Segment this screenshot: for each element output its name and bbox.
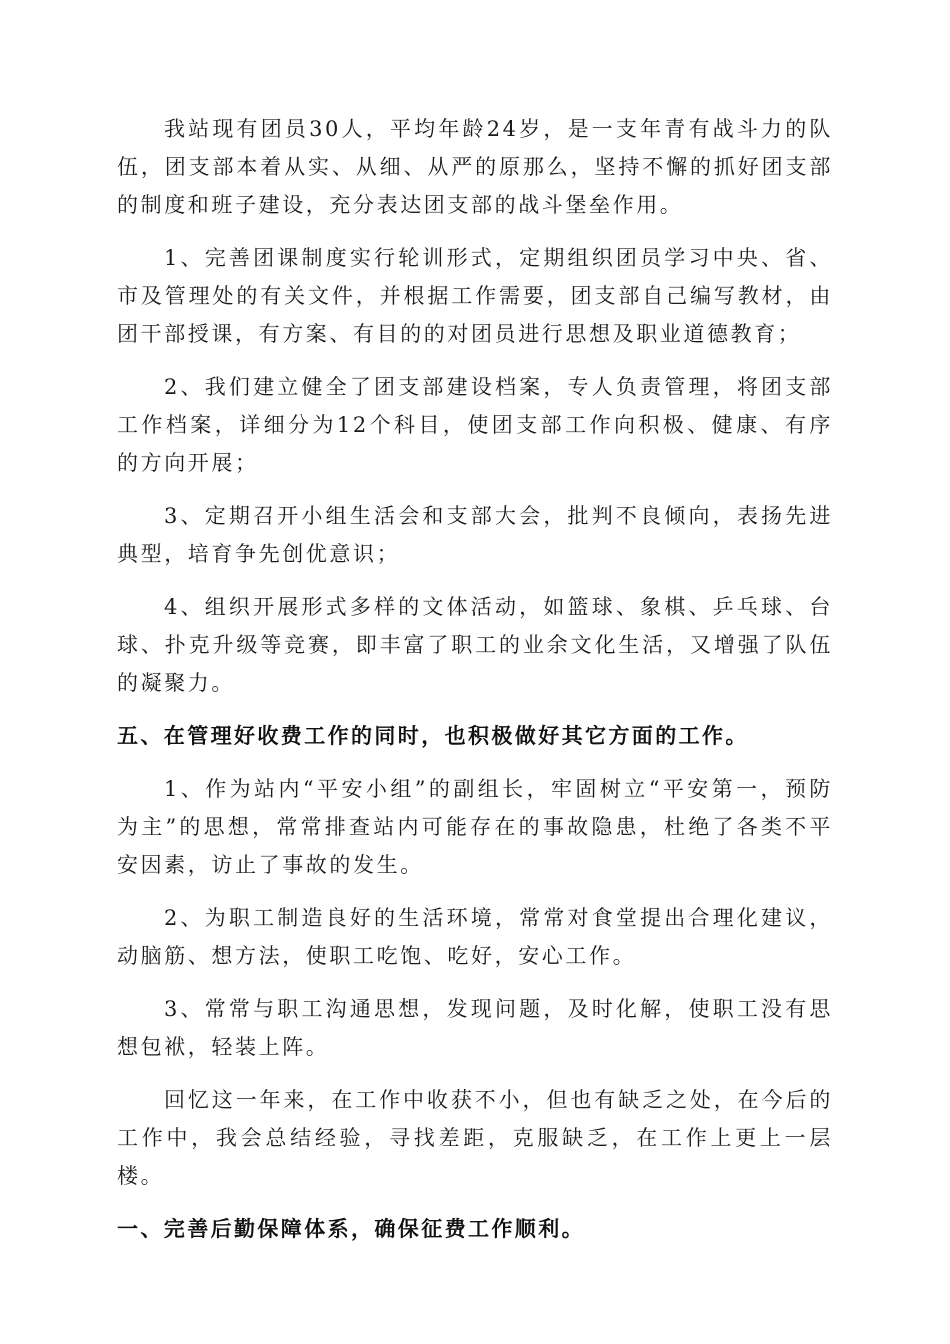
paragraph-team-overview: 我站现有团员30人，平均年龄24岁，是一支年青有战斗力的队伍，团支部本着从实、从细、从严的原那么，坚持不懈的抓好团支部的制度和班子建设，充分表达团支部的战斗堡垒作用。 bbox=[117, 117, 833, 217]
paragraph-living-environment: 2、为职工制造良好的生活环境，常常对食堂提出合理化建议，动脑筋、想方法，使职工吃饱、吃好，安心工作。 bbox=[117, 906, 833, 968]
paragraph-item-2-archives: 2、我们建立健全了团支部建设档案，专人负责管理，将团支部工作档案，详细分为12个科目，使团支部工作向积极、健康、有序的方向开展； bbox=[117, 375, 833, 475]
paragraph-item-4-activities: 4、组织开展形式多样的文体活动，如篮球、象棋、乒乓球、台球、扑克升级等竞赛，即丰富了职工的业余文化生活，又增强了队伍的凝聚力。 bbox=[117, 595, 833, 695]
section-heading-five: 五、在管理好收费工作的同时，也积极做好其它方面的工作。 bbox=[117, 724, 749, 748]
paragraph-item-1-training: 1、完善团课制度实行轮训形式，定期组织团员学习中央、省、市及管理处的有关文件，并根据工作需要，团支部自己编写教材，由团干部授课，有方案、有目的的对团员进行思想及职业道德教育； bbox=[117, 246, 833, 346]
paragraph-summary: 回忆这一年来，在工作中收获不小，但也有缺乏之处，在今后的工作中，我会总结经验，寻找差距，克服缺乏，在工作上更上一层楼。 bbox=[117, 1088, 833, 1188]
paragraph-safety: 1、作为站内“平安小组”的副组长，牢固树立“平安第一，预防为主”的思想，常常排查站内可能存在的事故隐患，杜绝了各类不平安因素，访止了事故的发生。 bbox=[117, 777, 833, 877]
paragraph-item-3-meetings: 3、定期召开小组生活会和支部大会，批判不良倾向，表扬先进典型，培育争先创优意识； bbox=[117, 504, 833, 566]
document-body bbox=[117, 110, 833, 1263]
section-heading-one: 一、完善后勤保障体系，确保征费工作顺利。 bbox=[117, 1217, 585, 1241]
paragraph-communication: 3、常常与职工沟通思想，发现问题，及时化解，使职工没有思想包袱，轻装上阵。 bbox=[117, 997, 833, 1059]
